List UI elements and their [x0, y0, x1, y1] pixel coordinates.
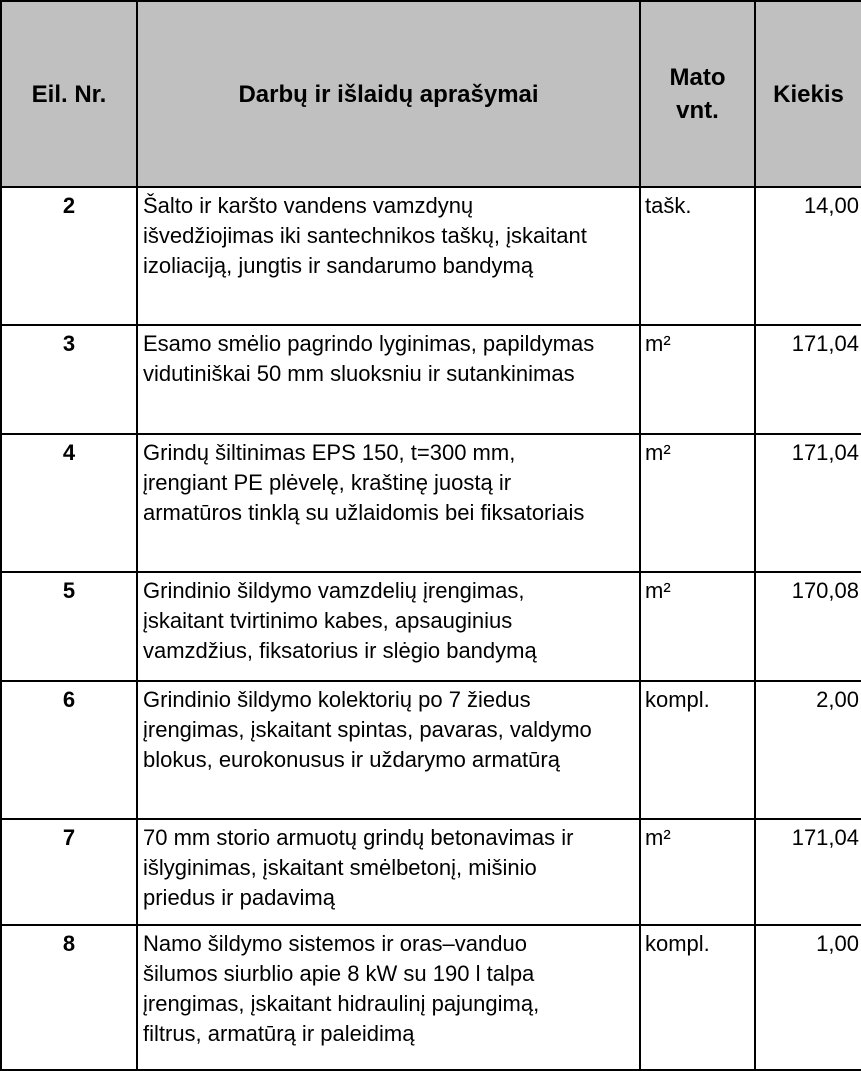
row-nr: 4: [1, 434, 137, 572]
table-row: [1, 681, 861, 819]
row-nr: 2: [1, 187, 137, 325]
row-nr: 5: [1, 572, 137, 681]
row-description: 70 mm storio armuotų grindų betonavimas ir išlyginimas, įskaitant smėlbetonį, mišinio priedus ir padavimą: [137, 819, 640, 925]
row-quantity: 170,08: [755, 572, 861, 681]
row-unit: kompl.: [640, 681, 755, 819]
row-unit: m²: [640, 819, 755, 925]
table-row: [1, 325, 861, 434]
header-description: Darbų ir išlaidų aprašymai: [137, 1, 640, 187]
table-row: [1, 572, 861, 681]
header-unit: Mato vnt.: [640, 1, 755, 187]
row-unit: m²: [640, 434, 755, 572]
row-quantity: 14,00: [755, 187, 861, 325]
table-row: [1, 187, 861, 325]
row-nr: 6: [1, 681, 137, 819]
header-row: [1, 1, 861, 187]
header-quantity: Kiekis: [755, 1, 861, 187]
row-description: Grindinio šildymo vamzdelių įrengimas, įskaitant tvirtinimo kabes, apsauginius vamzdžius, fiksatorius ir slėgio bandymą: [137, 572, 640, 681]
row-nr: 7: [1, 819, 137, 925]
row-description: Namo šildymo sistemos ir oras–vanduo šilumos siurblio apie 8 kW su 190 l talpa įrengimas, įskaitant hidraulinį pajungimą, filtrus, armatūrą ir paleidimą: [137, 925, 640, 1070]
table-row: [1, 434, 861, 572]
row-quantity: 1,00: [755, 925, 861, 1070]
row-unit: m²: [640, 325, 755, 434]
row-unit: tašk.: [640, 187, 755, 325]
row-description: Esamo smėlio pagrindo lyginimas, papildymas vidutiniškai 50 mm sluoksniu ir sutankinimas: [137, 325, 640, 434]
row-nr: 3: [1, 325, 137, 434]
row-quantity: 171,04: [755, 434, 861, 572]
row-description: Šalto ir karšto vandens vamzdynų išvedžiojimas iki santechnikos taškų, įskaitant izoliaciją, jungtis ir sandarumo bandymą: [137, 187, 640, 325]
row-description: Grindinio šildymo kolektorių po 7 žiedus įrengimas, įskaitant spintas, pavaras, valdymo blokus, eurokonusus ir uždarymo armatūrą: [137, 681, 640, 819]
row-quantity: 2,00: [755, 681, 861, 819]
row-unit: m²: [640, 572, 755, 681]
table-row: [1, 819, 861, 925]
row-description: Grindų šiltinimas EPS 150, t=300 mm, įrengiant PE plėvelę, kraštinę juostą ir armatūros tinklą su užlaidomis bei fiksatoriais: [137, 434, 640, 572]
row-unit: kompl.: [640, 925, 755, 1070]
row-quantity: 171,04: [755, 819, 861, 925]
row-nr: 8: [1, 925, 137, 1070]
row-quantity: 171,04: [755, 325, 861, 434]
table-row: [1, 925, 861, 1070]
header-nr: Eil. Nr.: [1, 1, 137, 187]
